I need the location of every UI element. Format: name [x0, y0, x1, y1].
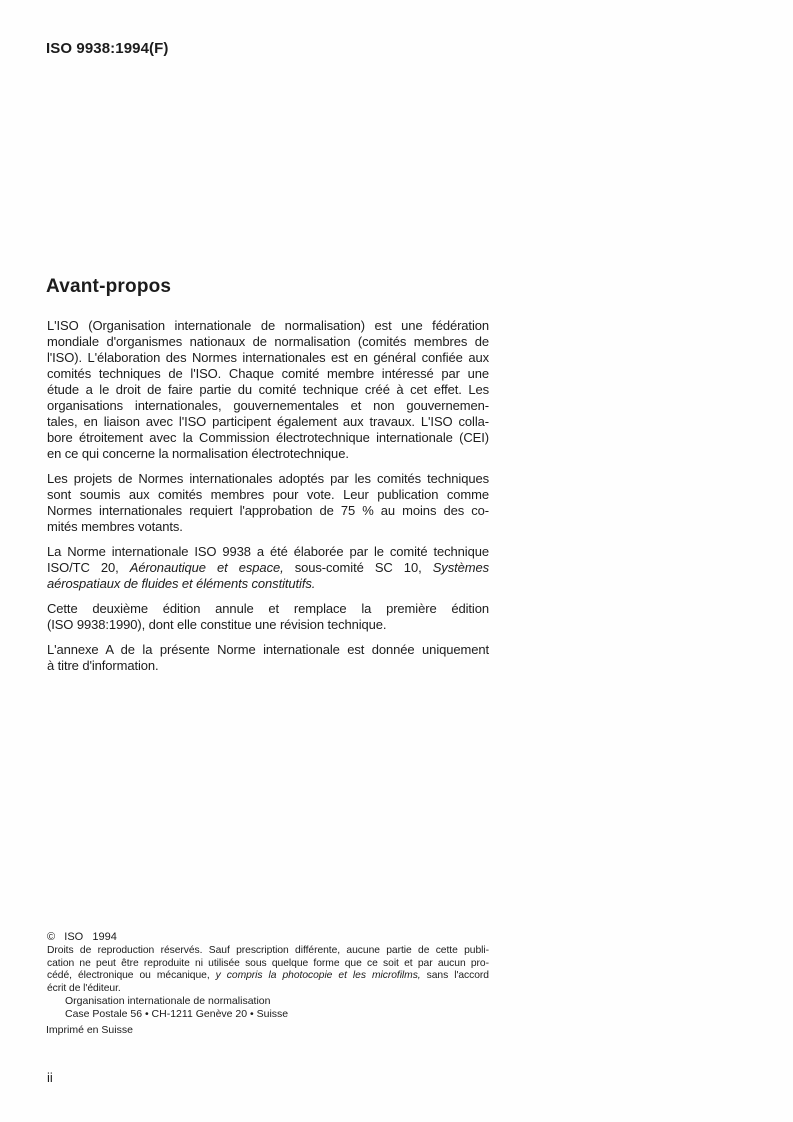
text-line: en ce qui concerne la normalisation électrotechnique. — [47, 446, 349, 461]
publisher-address: Case Postale 56 • CH-1211 Genève 20 • Suisse — [65, 1008, 289, 1020]
paragraph-iso-federation — [47, 318, 489, 462]
text-segment: ISO/TC 20, — [47, 560, 130, 575]
text-line: étude a le droit de faire partie du comité technique créé à cet effet. Les — [47, 382, 489, 397]
text-line: organisations internationales, gouvernementales et non gouvernemen- — [47, 398, 489, 413]
text-segment: sous-comité SC 10, — [283, 560, 433, 575]
paragraph-draft-standards — [47, 471, 489, 535]
text-line: Normes internationales requiert l'approbation de 75 % au moins des co- — [47, 503, 489, 518]
text-line: La Norme internationale ISO 9938 a été élaborée par le comité technique — [47, 544, 489, 559]
text-line: bore étroitement avec la Commission électrotechnique internationale (CEI) — [47, 430, 489, 445]
text-line: mondiale d'organismes nationaux de normalisation (comités membres de — [47, 334, 489, 349]
text-line: Les projets de Normes internationales adoptés par les comités techniques — [47, 471, 489, 486]
text-line: cation ne peut être reproduite ni utilisée sous quelque forme que ce soit et par aucun pro- — [47, 957, 489, 969]
text-line: sont soumis aux comités membres pour vote. Leur publication comme — [47, 487, 489, 502]
text-line: mités membres votants. — [47, 519, 183, 534]
text-line: écrit de l'éditeur. — [47, 982, 121, 994]
text-line: l'ISO). L'élaboration des Normes internationales est en général confiée aux — [47, 350, 489, 365]
printed-in-notice: Imprimé en Suisse — [46, 1024, 133, 1036]
page-number: ii — [47, 1070, 53, 1085]
text-line — [47, 560, 489, 576]
text-line — [47, 576, 489, 592]
standard-reference: ISO 9938:1994(F) — [46, 40, 169, 57]
text-line: à titre d'information. — [47, 658, 159, 673]
text-line: L'annexe A de la présente Norme internationale est donnée uniquement — [47, 642, 489, 657]
paragraph-annex — [47, 642, 489, 674]
text-segment: sans l'accord — [420, 970, 489, 981]
italic-text-segment: Aéronautique et espace, — [129, 560, 284, 575]
copyright-notice: © ISO 1994 — [47, 931, 117, 943]
text-line: L'ISO (Organisation internationale de normalisation) est une fédération — [47, 318, 489, 333]
paragraph-second-edition — [47, 601, 489, 633]
paragraph-committee — [47, 544, 489, 592]
italic-text-segment: Systèmes — [432, 560, 489, 575]
text-line: tales, en liaison avec l'ISO participent également aux travaux. L'ISO colla- — [47, 414, 489, 429]
rights-statement — [47, 945, 489, 995]
text-segment: cédé, électronique ou mécanique, — [47, 970, 216, 981]
text-line: (ISO 9938:1990), dont elle constitue une révision technique. — [47, 617, 387, 632]
text-line: comités techniques de l'ISO. Chaque comité membre intéressé par une — [47, 366, 489, 381]
text-line: Cette deuxième édition annule et remplace la première édition — [47, 601, 489, 616]
foreword-body — [47, 318, 489, 674]
publisher-name: Organisation internationale de normalisation — [65, 995, 271, 1007]
italic-text-segment: y compris la photocopie et les microfilms, — [215, 970, 421, 981]
text-line: Droits de reproduction réservés. Sauf prescription différente, aucune partie de cette publi- — [47, 945, 489, 956]
publisher-block — [65, 995, 288, 1021]
foreword-title: Avant-propos — [46, 276, 172, 297]
text-line — [47, 970, 489, 983]
italic-text-segment: aérospatiaux de fluides et éléments constitutifs. — [47, 576, 316, 591]
